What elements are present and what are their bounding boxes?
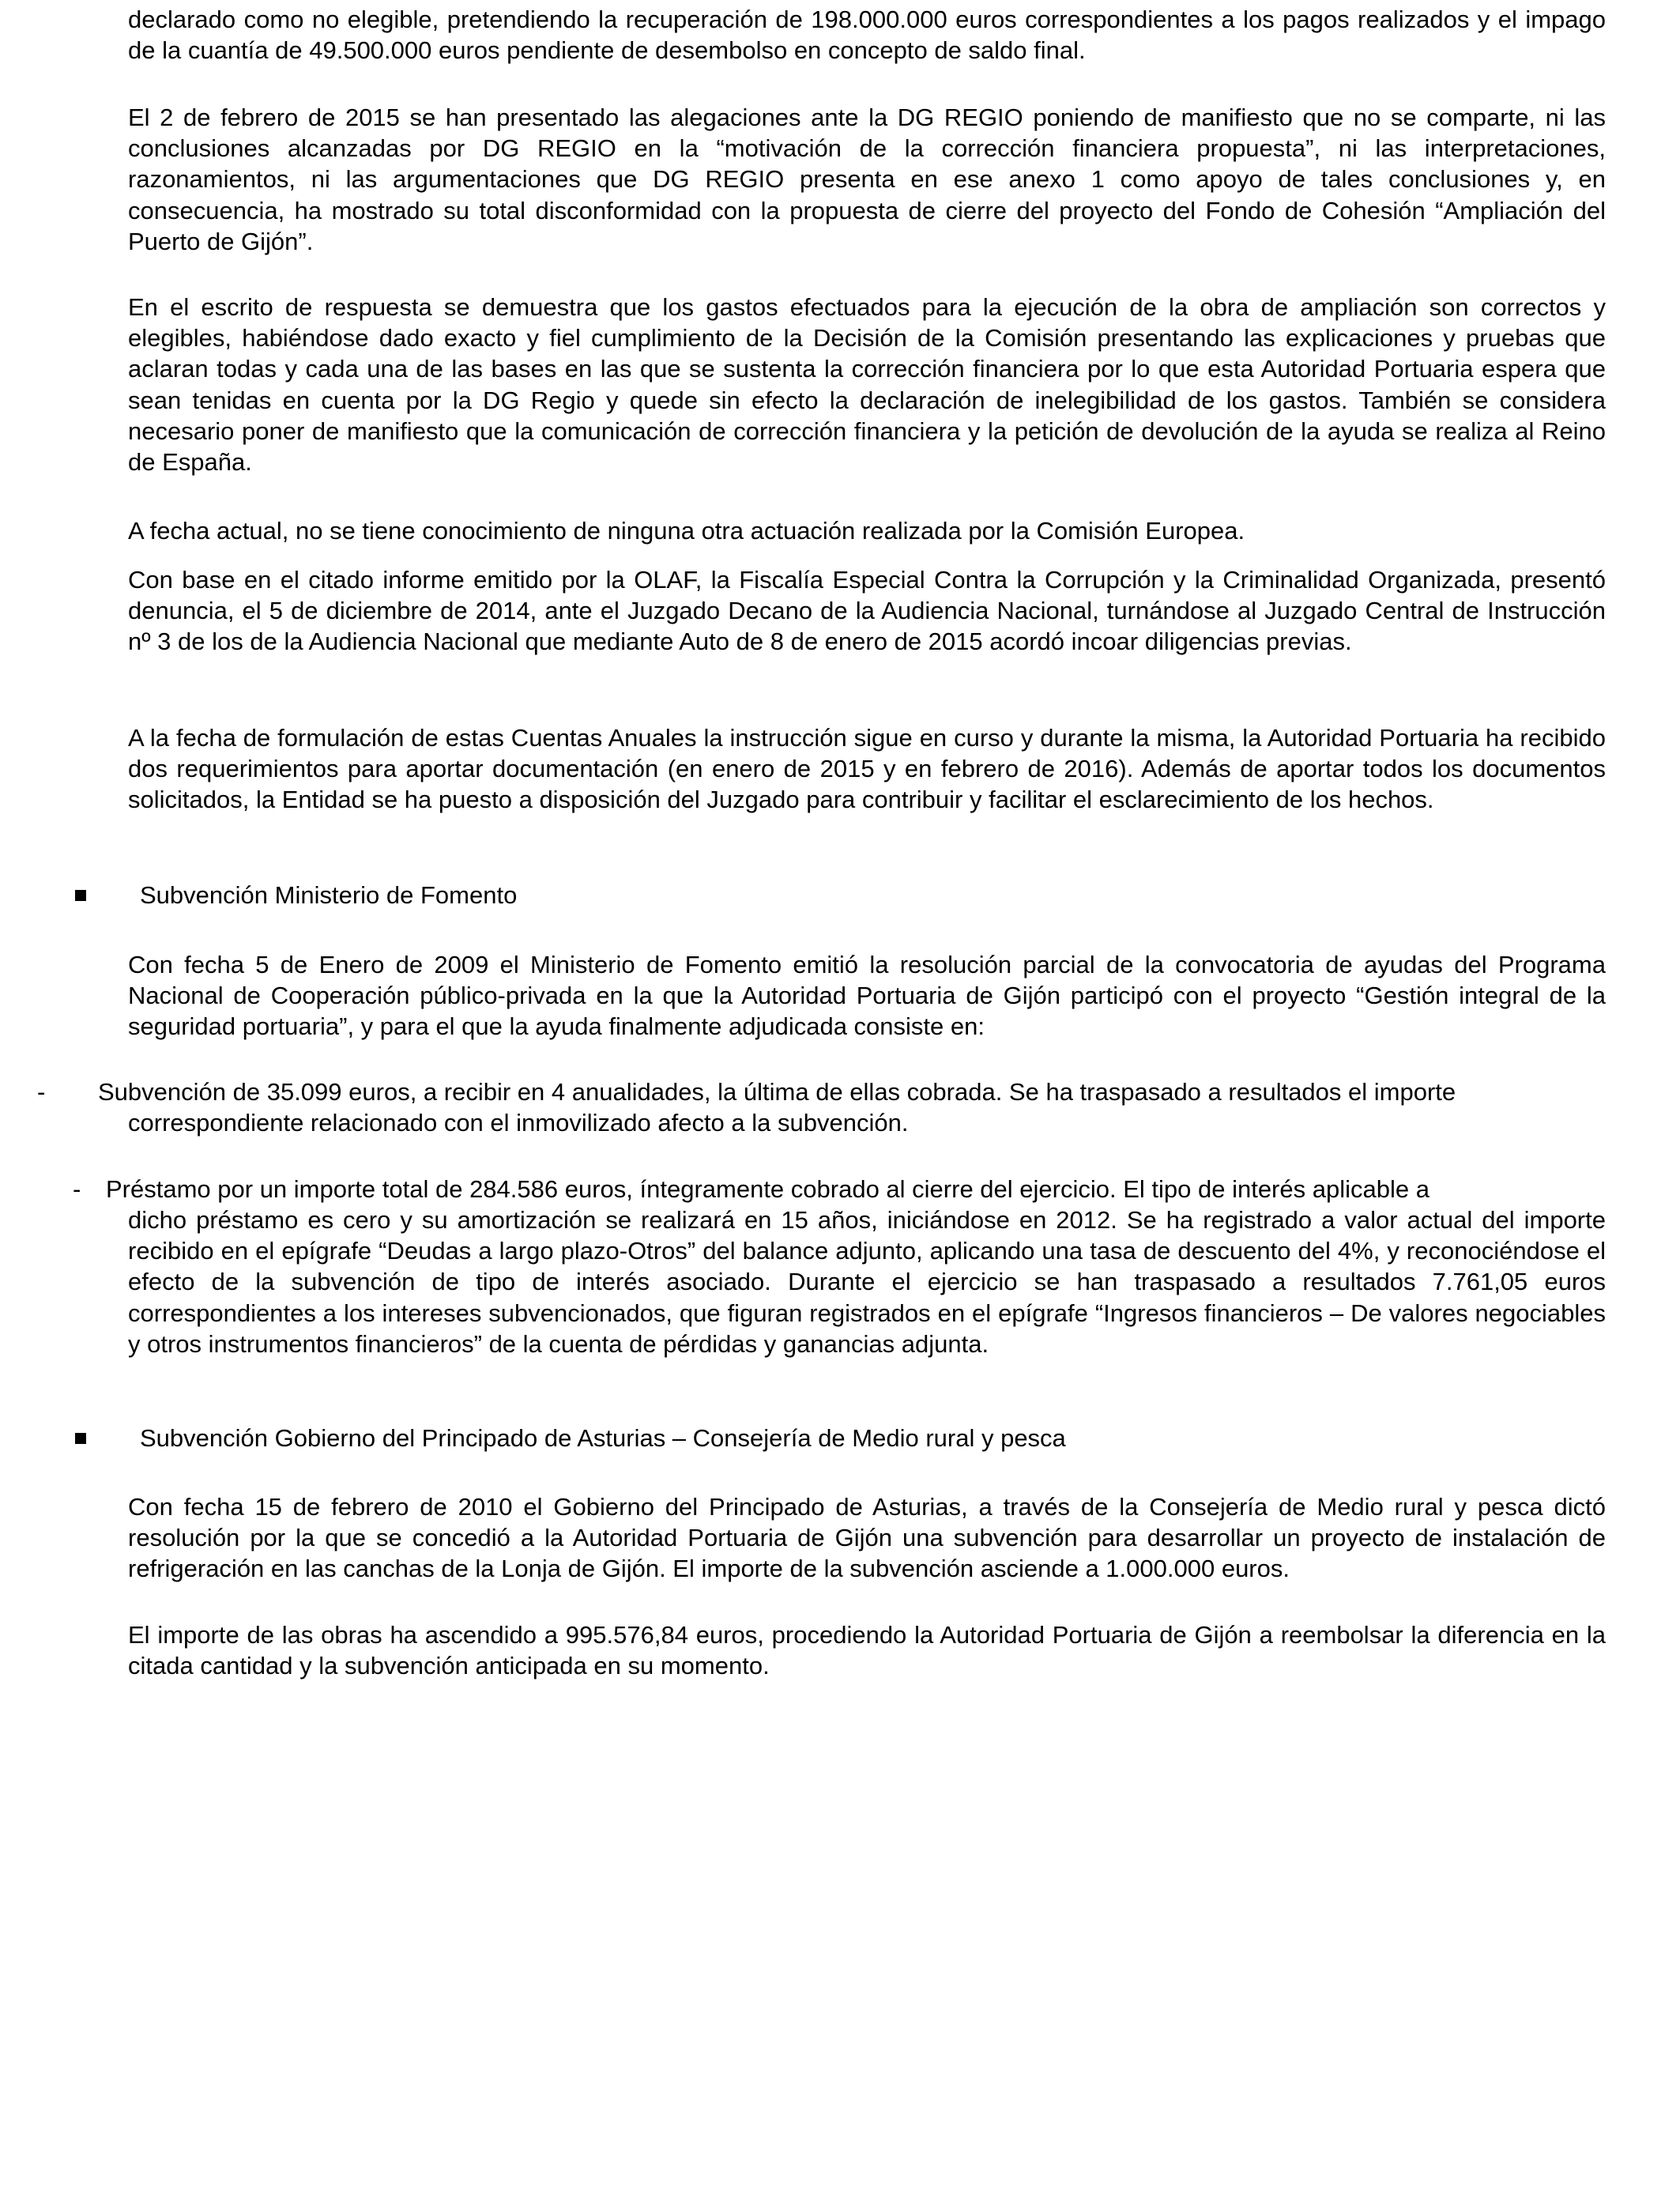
dash-item-first-line: Subvención de 35.099 euros, a recibir en 4 anualidades, la última de ellas cobrada. Se ha traspasado a resultados el importe <box>98 1078 1456 1106</box>
dash-item-continuation: dicho préstamo es cero y su amortización se realizará en 15 años, iniciándose en 2012. Se ha registrado a valor actual del importe recibido en el epígrafe “Deudas a largo plazo-Otros” del balance adjunto, aplicando una tasa de descuento del 4%, y reconociéndose el efecto de la subvención de tipo de interés asociado. Durante el ejercicio se han traspasado a resultados 7.761,05 euros correspondientes a los intereses subvencionados, que figuran registrados en el epígrafe “Ingresos financieros – De valores negociables y otros instrumentos financieros” de la cuenta de pérdidas y ganancias adjunta. <box>128 1206 1606 1358</box>
dash-item-first-line: Préstamo por un importe total de 284.586 euros, íntegramente cobrado al cierre del ejercicio. El tipo de interés aplicable a <box>106 1175 1430 1203</box>
paragraph-denuncia-olaf: Con base en el citado informe emitido por la OLAF, la Fiscalía Especial Contra la Corrupción y la Criminalidad Organizada, presentó denuncia, el 5 de diciembre de 2014, ante el Juzgado Decano de la Audiencia Nacional, turnándose al Juzgado Central de Instrucción nº 3 de los de la Audiencia Nacional que mediante Auto de 8 de enero de 2015 acordó incoar diligencias previas. <box>128 566 1606 656</box>
paragraph-ministerio-fomento: Con fecha 5 de Enero de 2009 el Ministerio de Fomento emitió la resolución parcial de la convocatoria de ayudas del Programa Nacional de Cooperación público-privada en la que la Autoridad Portuaria de Gijón participó con el proyecto “Gestión integral de la seguridad portuaria”, y para el que la ayuda finalmente adjudicada consiste en: <box>128 951 1606 1041</box>
bullet-subvencion-asturias <box>0 1423 1680 1454</box>
paragraph-alegaciones: El 2 de febrero de 2015 se han presentado las alegaciones ante la DG REGIO poniendo de manifiesto que no se comparte, ni las conclusiones alcanzadas por DG REGIO en la “motivación de la corrección financiera propuesta”, ni las interpretaciones, razonamientos, ni las argumentaciones que DG REGIO presenta en ese anexo 1 como apoyo de tales conclusiones y, en consecuencia, ha mostrado su total disconformidad con la propuesta de cierre del proyecto del Fondo de Cohesión “Ampliación del Puerto de Gijón”. <box>128 104 1606 255</box>
bullet-subvencion-fomento <box>0 880 1680 911</box>
paragraph-escrito-respuesta: En el escrito de respuesta se demuestra que los gastos efectuados para la ejecución de la obra de ampliación son correctos y elegibles, habiéndose dado exacto y fiel cumplimiento de la Decisión de la Comisión presentando las explicaciones y pruebas que aclaran todas y cada una de las bases en las que se sustenta la corrección financiera por lo que esta Autoridad Portuaria espera que sean tenidas en cuenta por la DG Regio y quede sin efecto la declaración de inelegibilidad de los gastos. También se considera necesario poner de manifiesto que la comunicación de corrección financiera y la petición de devolución de la ayuda se realiza al Reino de España. <box>128 293 1606 477</box>
bullet-square-icon <box>75 1433 86 1444</box>
dash-marker: - <box>37 1078 46 1106</box>
paragraph-importe-obras: El importe de las obras ha ascendido a 995.576,84 euros, procediendo la Autoridad Portuaria de Gijón a reembolsar la diferencia en la citada cantidad y la subvención anticipada en su momento. <box>128 1621 1606 1680</box>
paragraph-instruccion: A la fecha de formulación de estas Cuentas Anuales la instrucción sigue en curso y durante la misma, la Autoridad Portuaria ha recibido dos requerimientos para aportar documentación (en enero de 2015 y en febrero de 2016). Además de aportar todos los documentos solicitados, la Entidad se ha puesto a disposición del Juzgado para contribuir y facilitar el esclarecimiento de los hechos. <box>128 724 1606 814</box>
paragraph-principado-asturias: Con fecha 15 de febrero de 2010 el Gobierno del Principado de Asturias, a través de la Consejería de Medio rural y pesca dictó resolución por la que se concedió a la Autoridad Portuaria de Gijón una subvención para desarrollar un proyecto de instalación de refrigeración en las canchas de la Lonja de Gijón. El importe de la subvención asciende a 1.000.000 euros. <box>128 1493 1606 1583</box>
bullet-heading-text: Subvención Gobierno del Principado de Asturias – Consejería de Medio rural y pesca <box>140 1424 1066 1452</box>
dash-item-continuation: correspondiente relacionado con el inmovilizado afecto a la subvención. <box>128 1109 909 1137</box>
bullet-heading-text: Subvención Ministerio de Fomento <box>140 881 518 909</box>
dash-marker: - <box>73 1175 81 1203</box>
paragraph-no-elegible: declarado como no elegible, pretendiendo la recuperación de 198.000.000 euros correspondientes a los pagos realizados y el impago de la cuantía de 49.500.000 euros pendiente de desembolso en concepto de saldo final. <box>128 6 1606 65</box>
paragraph-fecha-actual: A fecha actual, no se tiene conocimiento de ninguna otra actuación realizada por la Comisión Europea. <box>128 517 1245 545</box>
bullet-square-icon <box>75 890 86 901</box>
